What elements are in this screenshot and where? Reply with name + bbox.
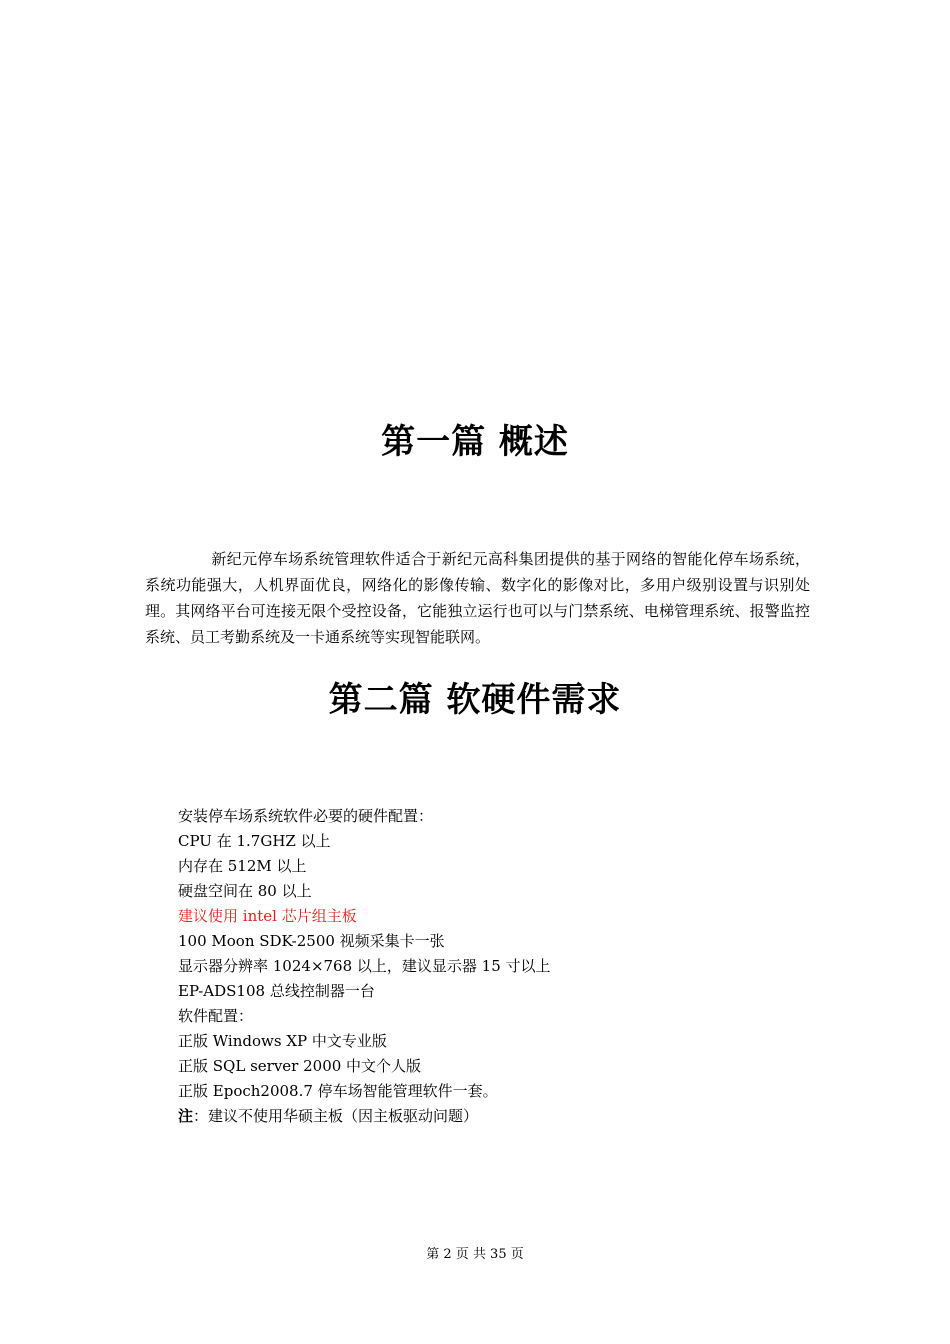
note-text: ：建议不使用华硕主板（因主板驱动问题） (193, 1107, 479, 1125)
hardware-config-heading: 安装停车场系统软件必要的硬件配置： (178, 807, 434, 825)
req-database: 正版 SQL server 2000 中文个人版 (178, 1057, 422, 1075)
req-cpu: CPU 在 1.7GHZ 以上 (178, 832, 331, 850)
req-parking-software: 正版 Epoch2008.7 停车场智能管理软件一套。 (178, 1082, 498, 1100)
req-video-capture-card: 100 Moon SDK-2500 视频采集卡一张 (178, 932, 445, 950)
part-1-title: 第一篇 概述 (381, 422, 569, 462)
requirements-list (178, 804, 818, 1129)
software-config-heading: 软件配置： (178, 1007, 254, 1025)
note-line (178, 1104, 818, 1129)
overview-paragraph (145, 546, 810, 650)
req-motherboard-recommendation: 建议使用 intel 芯片组主板 (178, 907, 357, 925)
req-os: 正版 Windows XP 中文专业版 (178, 1032, 387, 1050)
req-disk: 硬盘空间在 80 以上 (178, 882, 312, 900)
page-number-footer: 第 2 页 共 35 页 (426, 1247, 524, 1262)
req-display: 显示器分辨率 1024×768 以上，建议显示器 15 寸以上 (178, 957, 551, 975)
req-bus-controller: EP-ADS108 总线控制器一台 (178, 982, 375, 1000)
overview-text: 新纪元停车场系统管理软件适合于新纪元高科集团提供的基于网络的智能化停车场系统，系统功能强大，人机界面优良，网络化的影像传输、数字化的影像对比，多用户级别设置与识别处理。其网络平台可连接无限个受控设备，它能独立运行也可以与门禁系统、电梯管理系统、报警监控系统、员工考勤系统及一卡通系统等实现智能联网。 (145, 550, 810, 646)
req-memory: 内存在 512M 以上 (178, 857, 307, 875)
part-2-title: 第二篇 软硬件需求 (328, 680, 622, 720)
note-label: 注 (178, 1107, 194, 1125)
